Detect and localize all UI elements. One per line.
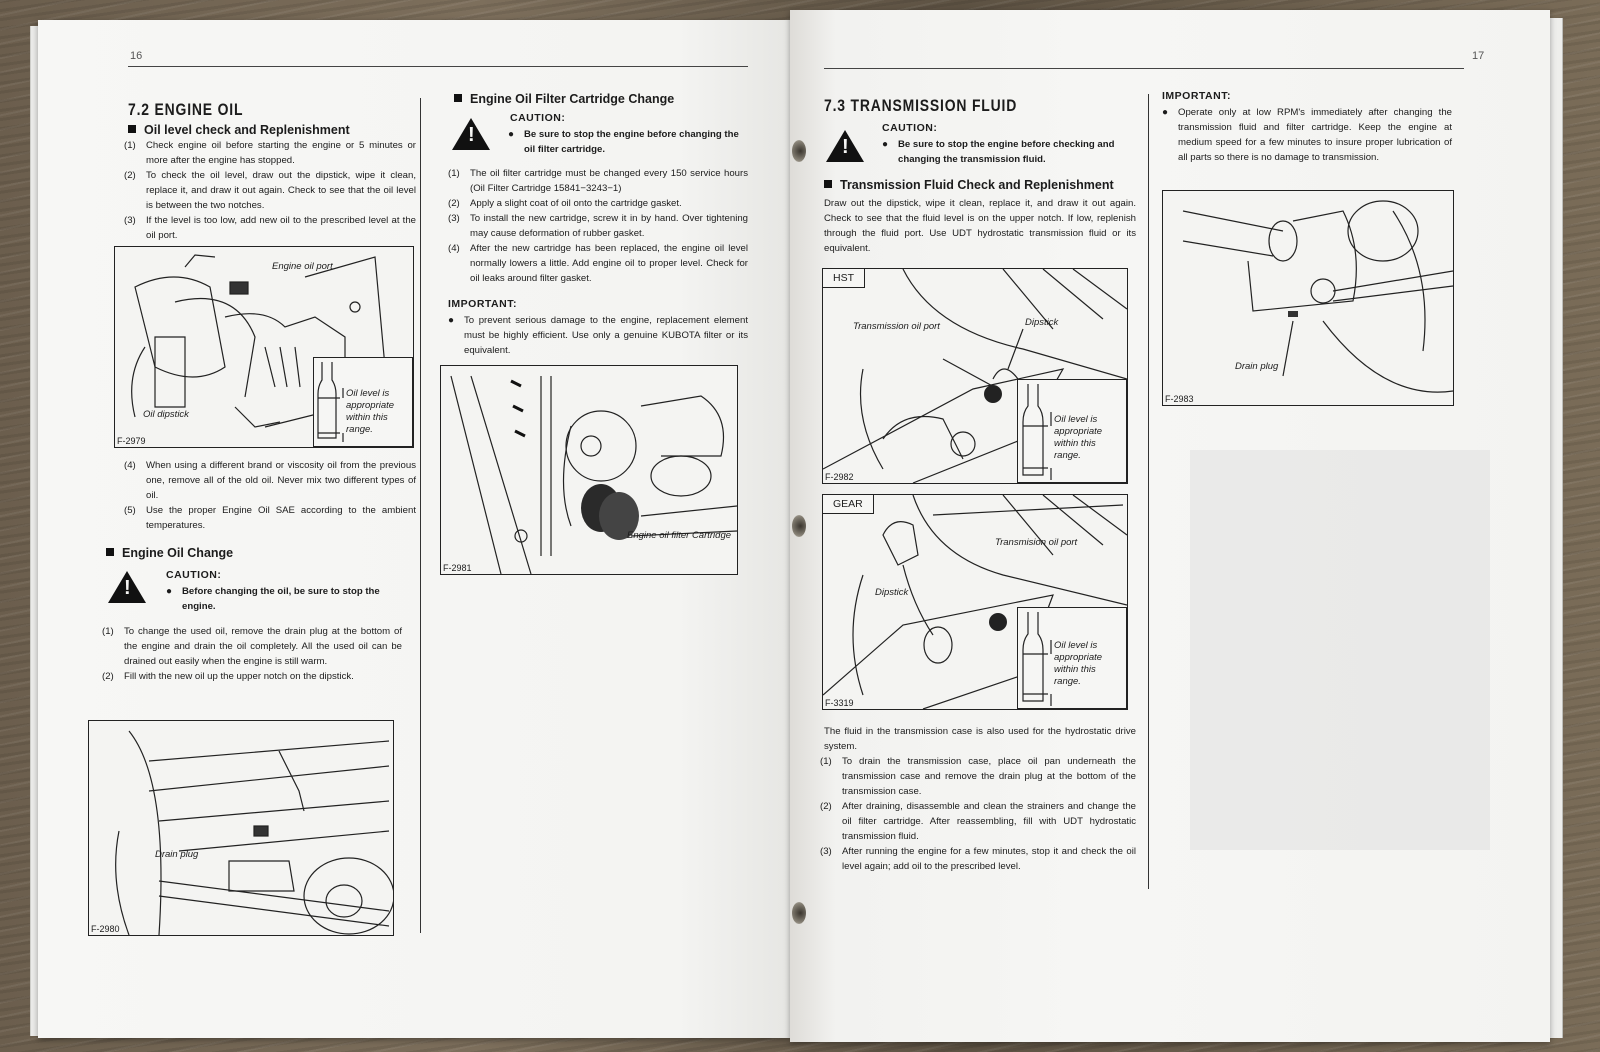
header-rule bbox=[824, 68, 1464, 69]
column-divider bbox=[1148, 94, 1149, 889]
oil-level-inset bbox=[313, 357, 413, 447]
undercarriage-illustration bbox=[89, 721, 393, 935]
square-bullet-icon bbox=[106, 548, 114, 556]
page-stack-edge-right bbox=[1548, 18, 1563, 1038]
label-oil-filter-cartridge: Engine oil filter Cartridge bbox=[627, 530, 732, 541]
caution-text: ● Be sure to stop the engine before changing the oil filter cartridge. bbox=[508, 129, 739, 155]
label-drain-plug: Drain plug bbox=[155, 849, 199, 860]
list-item: (4) When using a different brand or viscosity oil from the previous one, remove all of the old oil. Never mix two different types of oil. bbox=[124, 460, 416, 501]
column-divider bbox=[420, 98, 421, 933]
important-label: IMPORTANT: bbox=[448, 298, 517, 310]
list-item: (2) To check the oil level, draw out the dipstick, wipe it clean, replace it, and draw it out again. Check to see that the oil level is between the two notches. bbox=[124, 170, 416, 211]
figure-transmission-drain bbox=[1162, 190, 1454, 406]
filter-change-list bbox=[448, 166, 748, 286]
list-item: (2) Fill with the new oil up the upper notch on the dipstick. bbox=[102, 671, 354, 682]
bleed-through bbox=[1190, 450, 1490, 850]
oil-level-list bbox=[124, 138, 416, 243]
bullet-dot-icon: ● bbox=[882, 139, 889, 150]
square-bullet-icon bbox=[128, 125, 136, 133]
bullet-dot-icon: ● bbox=[166, 586, 173, 597]
hst-tag: HST bbox=[823, 269, 865, 288]
square-bullet-icon bbox=[454, 94, 462, 102]
figure-id: F-2981 bbox=[443, 563, 472, 573]
figure-id: F-2979 bbox=[117, 436, 146, 446]
list-item: (4) After the new cartridge has been replaced, the engine oil level normally lowers a little. Add engine oil to proper level. Check for oil leaks around filter gasket. bbox=[448, 243, 748, 284]
label-drain-plug: Drain plug bbox=[1235, 361, 1279, 372]
figure-id: F-3319 bbox=[825, 698, 854, 708]
section-title-transmission-fluid: 7.3 TRANSMISSION FLUID bbox=[824, 96, 1018, 115]
label-oil-dipstick: Oil dipstick bbox=[143, 409, 189, 420]
transmission-drain-list bbox=[820, 754, 1136, 874]
label-engine-oil-port: Engine oil port bbox=[272, 261, 333, 272]
oil-level-list-continued bbox=[124, 458, 416, 533]
oil-change-list bbox=[102, 624, 402, 684]
gear-tag: GEAR bbox=[823, 495, 874, 514]
list-item: (1) Check engine oil before starting the engine or 5 minutes or more after the engine has stopped. bbox=[124, 140, 416, 166]
transmission-check-paragraph: Draw out the dipstick, wipe it clean, replace it, and draw it out again. Check to see that the fluid level is on the upper notch. If low, replenish through the fluid port. Use UDT hydrostatic transmission fluid or its equivalent. bbox=[824, 198, 1136, 254]
bullet-dot-icon: ● bbox=[448, 315, 455, 326]
list-item: (1) The oil filter cartridge must be changed every 150 service hours (Oil Filter Cartridge 15841−3243−1) bbox=[448, 168, 748, 194]
warning-triangle-icon bbox=[108, 571, 146, 603]
oil-filter-illustration bbox=[441, 366, 737, 574]
figure-id: F-2983 bbox=[1165, 394, 1194, 404]
caution-label: CAUTION: bbox=[166, 569, 222, 581]
left-page bbox=[38, 20, 790, 1038]
figure-oil-filter bbox=[440, 365, 738, 575]
warning-triangle-icon bbox=[452, 118, 490, 150]
figure-engine-oil-port bbox=[114, 246, 414, 448]
label-transmission-oil-port: Transmission oil port bbox=[853, 321, 940, 332]
important-label: IMPORTANT: bbox=[1162, 90, 1231, 102]
label-fluid-level-range: Oil level is appropriate within this range. bbox=[1054, 414, 1103, 461]
square-bullet-icon bbox=[824, 180, 832, 188]
figure-id: F-2982 bbox=[825, 472, 854, 482]
important-text: ● To prevent serious damage to the engine, replacement element must be highly efficient. Use only a genuine KUBOTA filter or its equivalent. bbox=[448, 315, 748, 356]
caution-label: CAUTION: bbox=[882, 122, 938, 134]
list-item: (3) To install the new cartridge, screw it in by hand. Over tightening may cause deformation of rubber gasket. bbox=[448, 213, 748, 239]
figure-drain-plug bbox=[88, 720, 394, 936]
figure-hst bbox=[822, 268, 1128, 484]
label-fluid-level-range: Oil level is appropriate within this range. bbox=[1054, 640, 1103, 687]
binding-hole bbox=[792, 902, 806, 924]
page-number: 16 bbox=[130, 50, 143, 62]
warning-triangle-icon bbox=[826, 130, 864, 162]
label-dipstick: Dipstick bbox=[875, 587, 909, 598]
bullet-dot-icon: ● bbox=[508, 129, 515, 140]
caution-text: ● Be sure to stop the engine before checking and changing the transmission fluid. bbox=[882, 139, 1115, 165]
header-rule bbox=[128, 66, 748, 67]
binding-hole bbox=[792, 140, 806, 162]
drain-intro: The fluid in the transmission case is also used for the hydrostatic drive system. bbox=[824, 726, 1136, 752]
right-page bbox=[790, 10, 1550, 1042]
list-item: (2) After draining, disassemble and clean the strainers and change the oil filter cartridge. After reassembling, fill with UDT hydrostatic transmission fluid. bbox=[820, 801, 1136, 842]
caution-label: CAUTION: bbox=[510, 112, 566, 124]
list-item: (3) After running the engine for a few minutes, stop it and check the oil level again; add oil to the prescribed level. bbox=[820, 846, 1136, 872]
label-transmission-oil-port: Transmision oil port bbox=[995, 537, 1078, 548]
label-oil-level-range: Oil level is appropriate within this range. bbox=[346, 388, 395, 435]
heading-oil-level: Oil level check and Replenishment bbox=[128, 123, 350, 137]
list-item: (2) Apply a slight coat of oil onto the cartridge gasket. bbox=[448, 198, 682, 209]
binding-hole bbox=[792, 515, 806, 537]
label-dipstick: Dipstick bbox=[1025, 317, 1059, 328]
bullet-dot-icon: ● bbox=[1162, 107, 1169, 118]
heading-filter-change: Engine Oil Filter Cartridge Change bbox=[454, 92, 674, 106]
page-number: 17 bbox=[1472, 50, 1485, 62]
heading-engine-oil-change: Engine Oil Change bbox=[106, 546, 233, 560]
list-item: (3) If the level is too low, add new oil to the prescribed level at the oil port. bbox=[124, 215, 416, 241]
section-title-engine-oil: 7.2 ENGINE OIL bbox=[128, 100, 244, 119]
figure-gear bbox=[822, 494, 1128, 710]
list-item: (1) To change the used oil, remove the drain plug at the bottom of the engine and drain the oil completely. All the used oil can be drained out easily when the engine is still warm. bbox=[102, 626, 402, 667]
figure-id: F-2980 bbox=[91, 924, 120, 934]
fluid-level-inset bbox=[1017, 379, 1127, 483]
caution-text: ● Before changing the oil, be sure to stop the engine. bbox=[166, 586, 380, 612]
list-item: (5) Use the proper Engine Oil SAE according to the ambient temperatures. bbox=[124, 505, 416, 531]
transmission-drain-illustration bbox=[1163, 191, 1453, 405]
heading-transmission-check: Transmission Fluid Check and Replenishment bbox=[824, 178, 1114, 192]
fluid-level-inset bbox=[1017, 607, 1127, 709]
important-text: ● Operate only at low RPM's immediately after changing the transmission fluid and filter cartridge. Keep the engine at medium speed for a few minutes to insure proper lubrication of all parts so there is no damage to transmission. bbox=[1162, 107, 1452, 163]
list-item: (1) To drain the transmission case, place oil pan underneath the transmission case and remove the drain plug at the bottom of the transmission case. bbox=[820, 756, 1136, 797]
